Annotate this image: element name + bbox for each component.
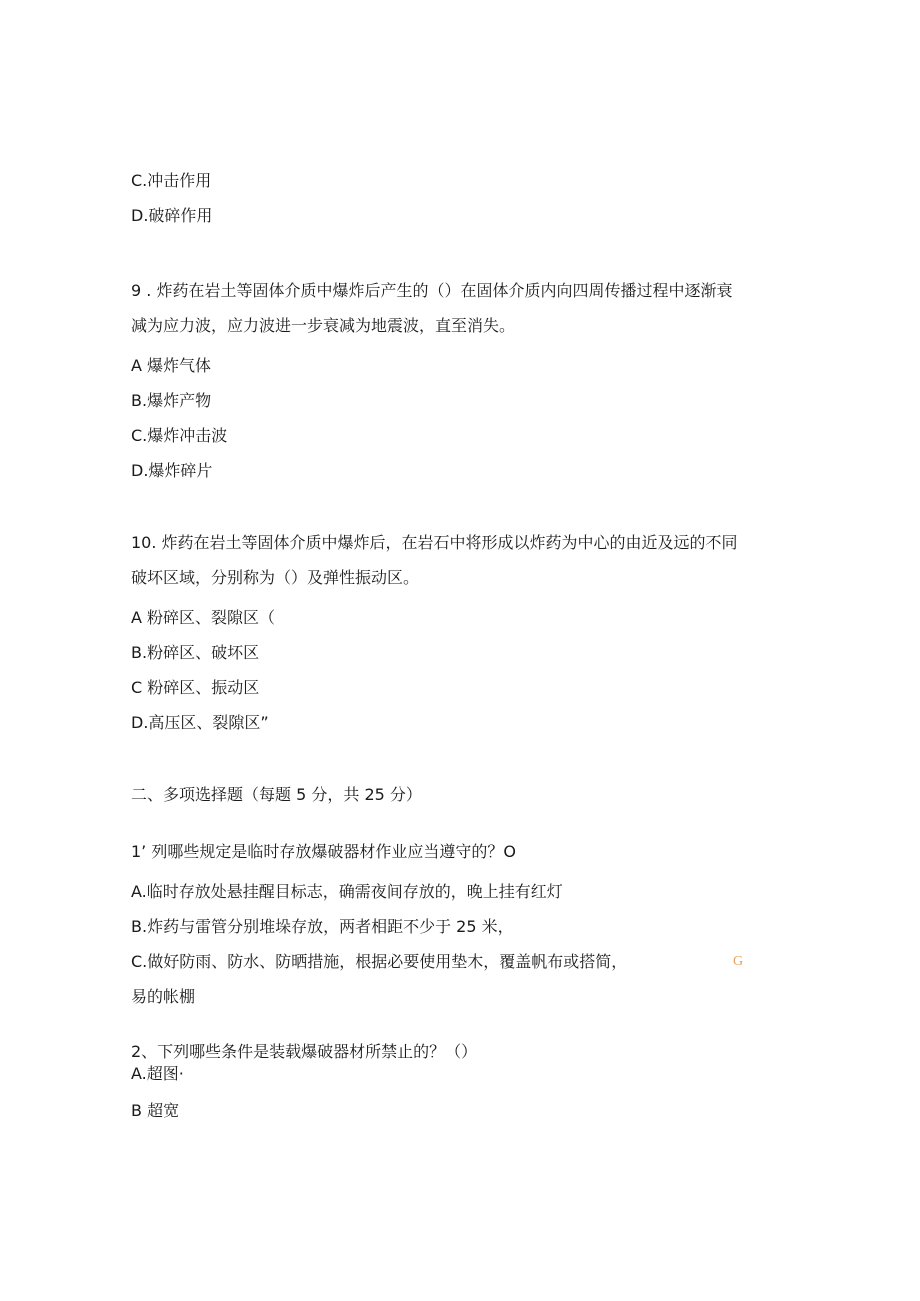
q9-option-d: D.爆炸碎片 <box>131 461 213 480</box>
q9-question-line2: 减为应力波，应力波进一步衰减为地震波，直至消失。 <box>131 316 516 335</box>
mq1-option-c: C.做好防雨、防水、防晒措施，根据必要使用垫木，覆盖帆布或搭简， <box>131 952 628 971</box>
q9-option-a: A 爆炸气体 <box>131 356 212 375</box>
q8-option-d: D.破碎作用 <box>131 206 213 225</box>
q9-question-line1: 9 . 炸药在岩土等固体介质中爆炸后产生的（）在固体介质内向四周传播过程中逐渐衰 <box>131 281 733 300</box>
mq2-question: 2、下列哪些条件是装载爆破器材所禁止的？（） <box>131 1042 478 1061</box>
mq2-option-a: A.超图· <box>131 1064 184 1083</box>
q10-option-a: A 粉碎区、裂隙区（ <box>131 608 276 627</box>
q10-option-d: D.高压区、裂隙区” <box>131 713 269 732</box>
q9-option-c: C.爆炸冲击波 <box>131 426 228 445</box>
q9-option-b: B.爆炸产物 <box>131 391 212 410</box>
q10-question-line2: 破坏区域，分别称为（）及弹性振动区。 <box>131 568 420 587</box>
mq2-option-b: B 超宽 <box>131 1101 180 1120</box>
q10-question-line1: 10. 炸药在岩土等固体介质中爆炸后，在岩石中将形成以炸药为中心的由近及远的不同 <box>131 533 738 552</box>
q8-option-c: C.冲击作用 <box>131 171 212 190</box>
mq1-option-a: A.临时存放处悬挂醒目标志，确需夜间存放的，晚上挂有红灯 <box>131 882 563 901</box>
mq1-option-b: B.炸药与雷管分别堆垛存放，两者相距不少于 25 米， <box>131 917 514 936</box>
stray-mark: G <box>733 954 744 969</box>
section-heading: 二、多项选择题（每题 5 分，共 25 分） <box>131 785 422 804</box>
mq1-option-c-continued: 易的帐棚 <box>131 987 196 1006</box>
q10-option-c: C 粉碎区、振动区 <box>131 678 260 697</box>
q10-option-b: B.粉碎区、破坏区 <box>131 643 260 662</box>
mq1-question: 1’ 列哪些规定是临时存放爆破器材作业应当遵守的？O <box>131 842 516 861</box>
